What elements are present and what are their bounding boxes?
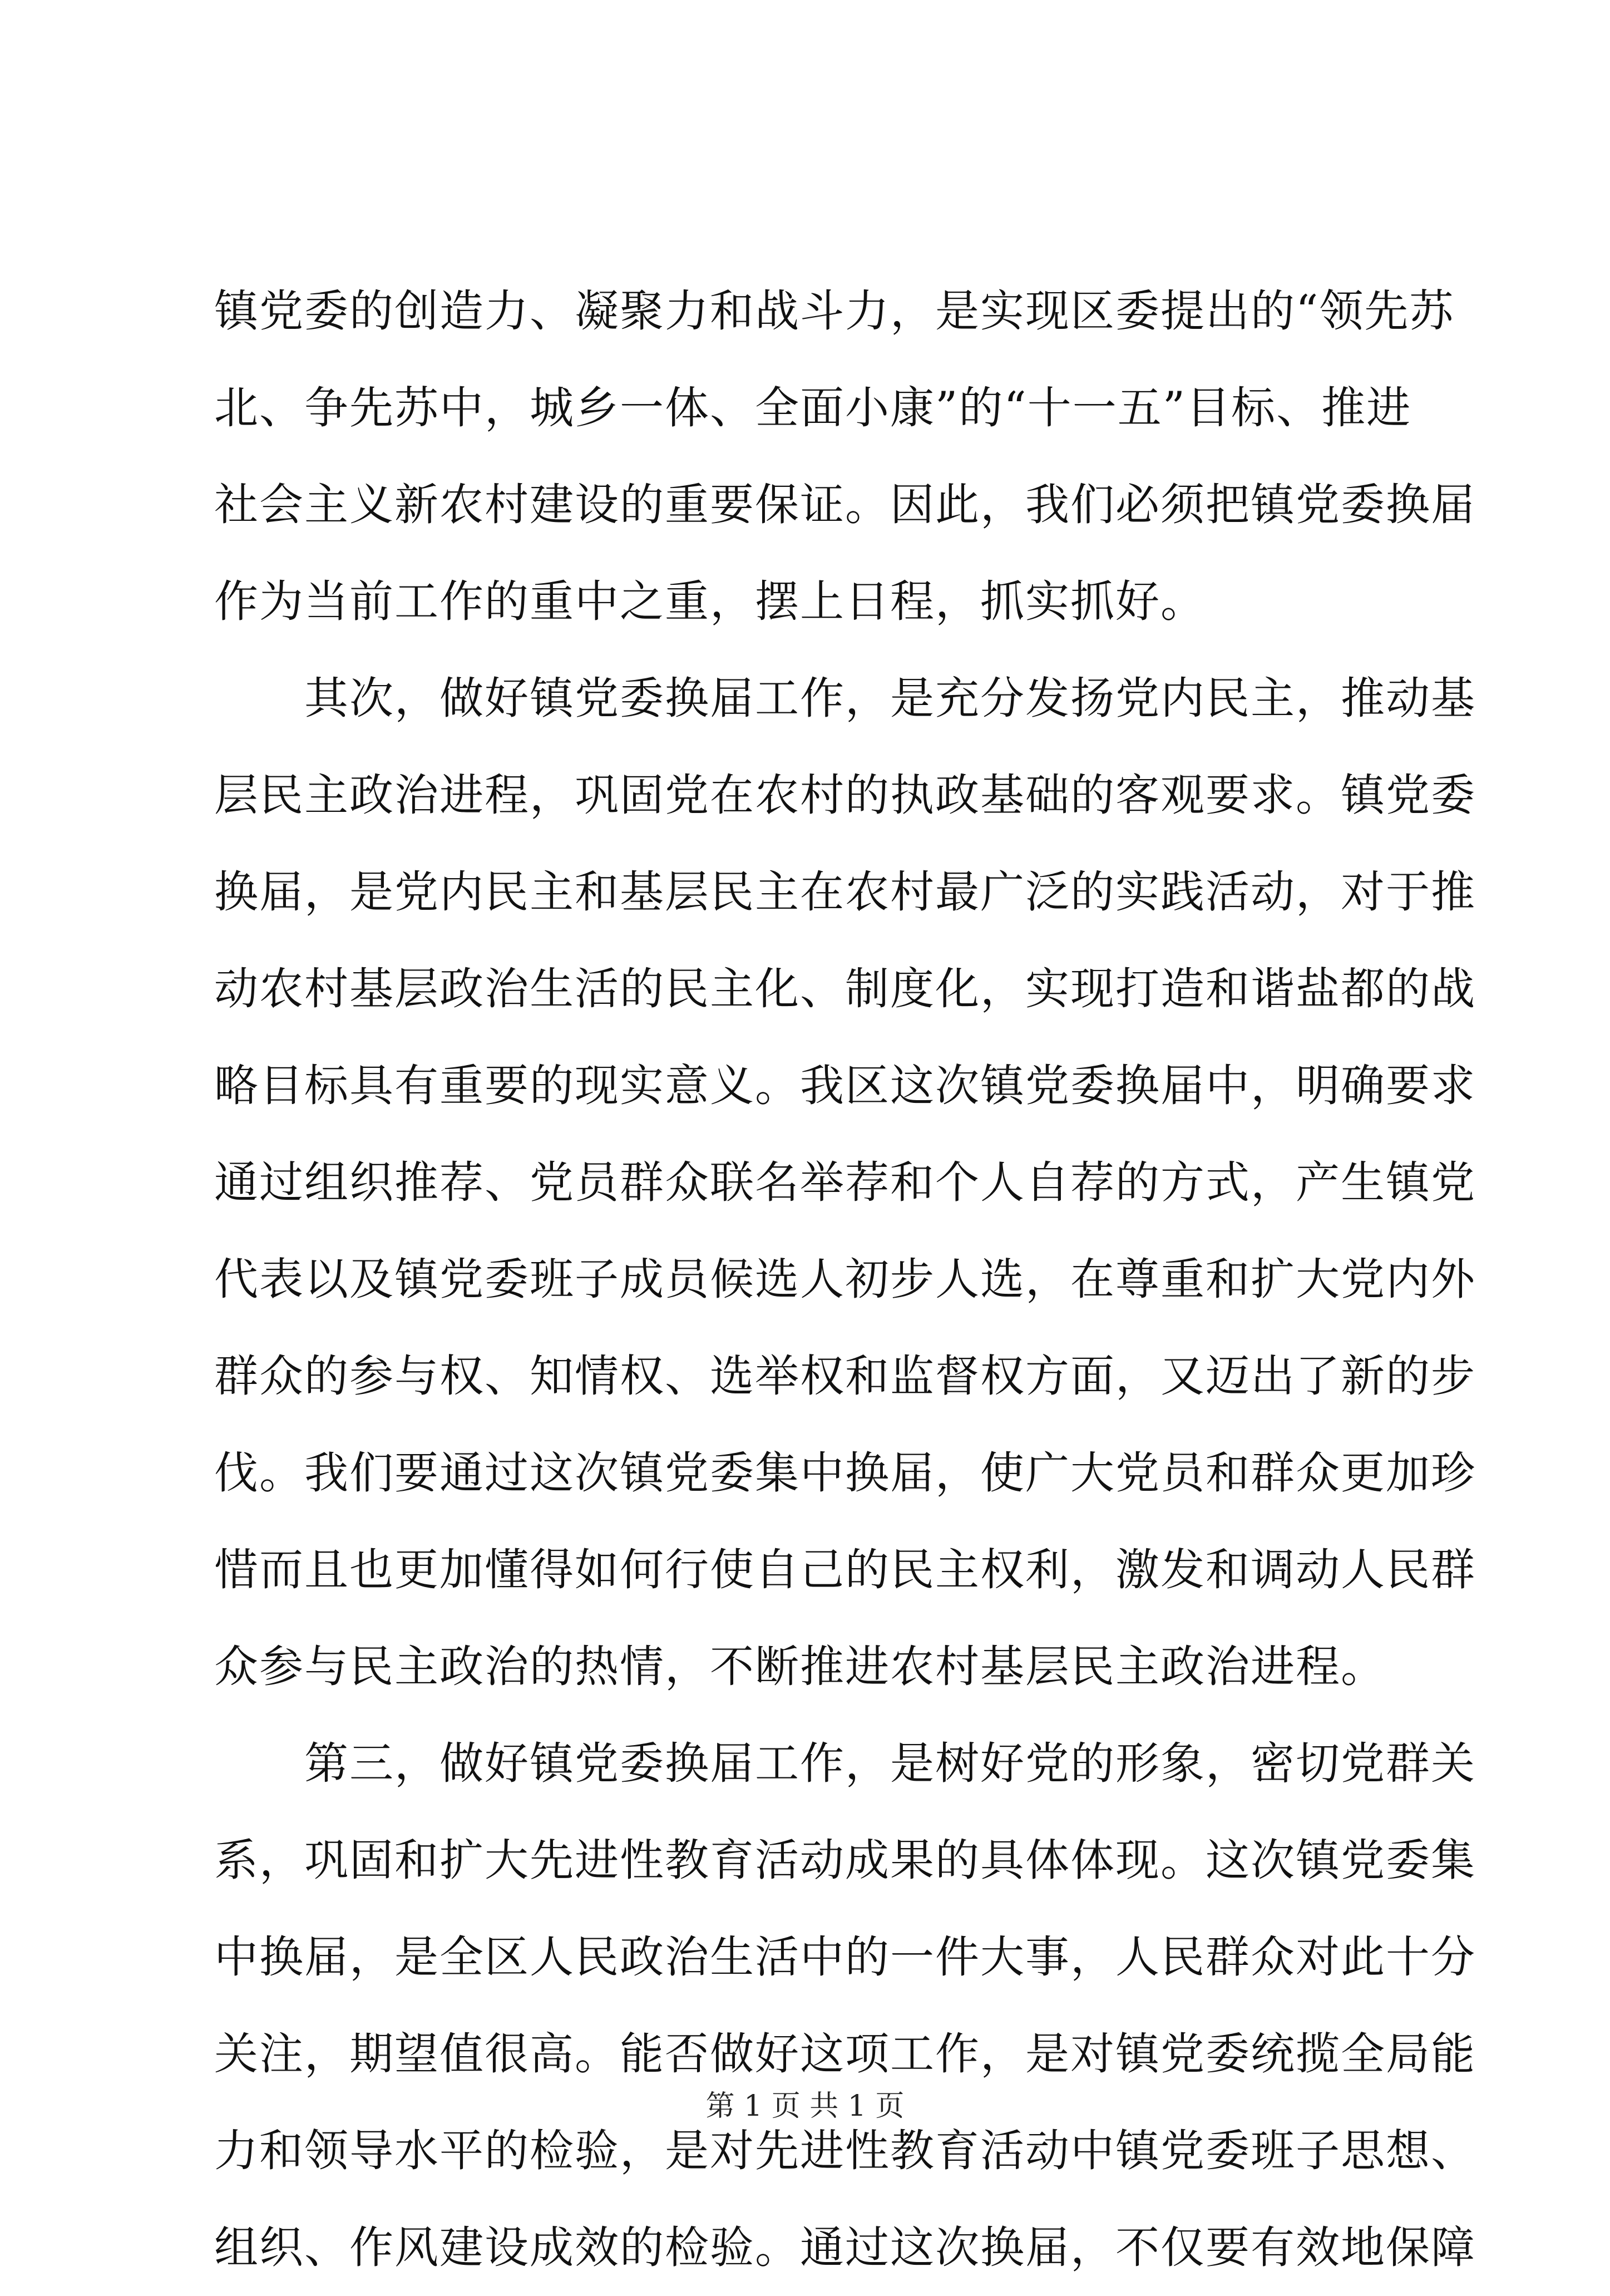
text-line: 作为当前工作的重中之重，摆上日程，抓实抓好。	[214, 576, 1206, 627]
text-line: 关注，期望值很高。能否做好这项工作，是对镇党委统揽全局能	[214, 2028, 1476, 2080]
text-line: 动农村基层政治生活的民主化、制度化，实现打造和谐盐都的战	[214, 963, 1476, 1014]
text-line: 力和领导水平的检验，是对先进性教育活动中镇党委班子思想、	[214, 2125, 1476, 2176]
text-line: 镇党委的创造力、凝聚力和战斗力，是实现区委提出的“领先苏	[214, 285, 1455, 337]
text-line: 群众的参与权、知情权、选举权和监督权方面，又迈出了新的步	[214, 1351, 1476, 1402]
text-line: 系，巩固和扩大先进性教育活动成果的具体体现。这次镇党委集	[214, 1835, 1476, 1886]
text-line: 换届，是党内民主和基层民主在农村最广泛的实践活动，对于推	[214, 866, 1476, 918]
text-line: 社会主义新农村建设的重要保证。因此，我们必须把镇党委换届	[214, 479, 1476, 530]
text-line: 众参与民主政治的热情，不断推进农村基层民主政治进程。	[214, 1641, 1386, 1692]
text-line: 层民主政治进程，巩固党在农村的执政基础的客观要求。镇党委	[214, 770, 1476, 821]
document-body	[214, 263, 1476, 2296]
text-line: 惜而且也更加懂得如何行使自己的民主权利，激发和调动人民群	[214, 1544, 1476, 1595]
text-line: 组织、作风建设成效的检验。通过这次换届，不仅要有效地保障	[214, 2222, 1476, 2273]
text-line: 通过组织推荐、党员群众联名举荐和个人自荐的方式，产生镇党	[214, 1157, 1476, 1208]
text-line: 北、争先苏中，城乡一体、全面小康”的“十一五”目标、推进	[214, 382, 1412, 433]
page-footer	[0, 2084, 1610, 2129]
text-line: 中换届，是全区人民政治生活中的一件大事，人民群众对此十分	[214, 1932, 1476, 1983]
text-line: 伐。我们要通过这次镇党委集中换届，使广大党员和群众更加珍	[214, 1447, 1476, 1499]
text-line: 略目标具有重要的现实意义。我区这次镇党委换届中，明确要求	[214, 1060, 1476, 1111]
page-number-label: 第 1 页 共 1 页	[705, 2090, 905, 2123]
text-line: 其次，做好镇党委换届工作，是充分发扬党内民主，推动基	[214, 673, 1476, 724]
text-line: 第三，做好镇党委换届工作，是树好党的形象，密切党群关	[214, 1738, 1476, 1789]
text-line: 代表以及镇党委班子成员候选人初步人选，在尊重和扩大党内外	[214, 1254, 1476, 1305]
